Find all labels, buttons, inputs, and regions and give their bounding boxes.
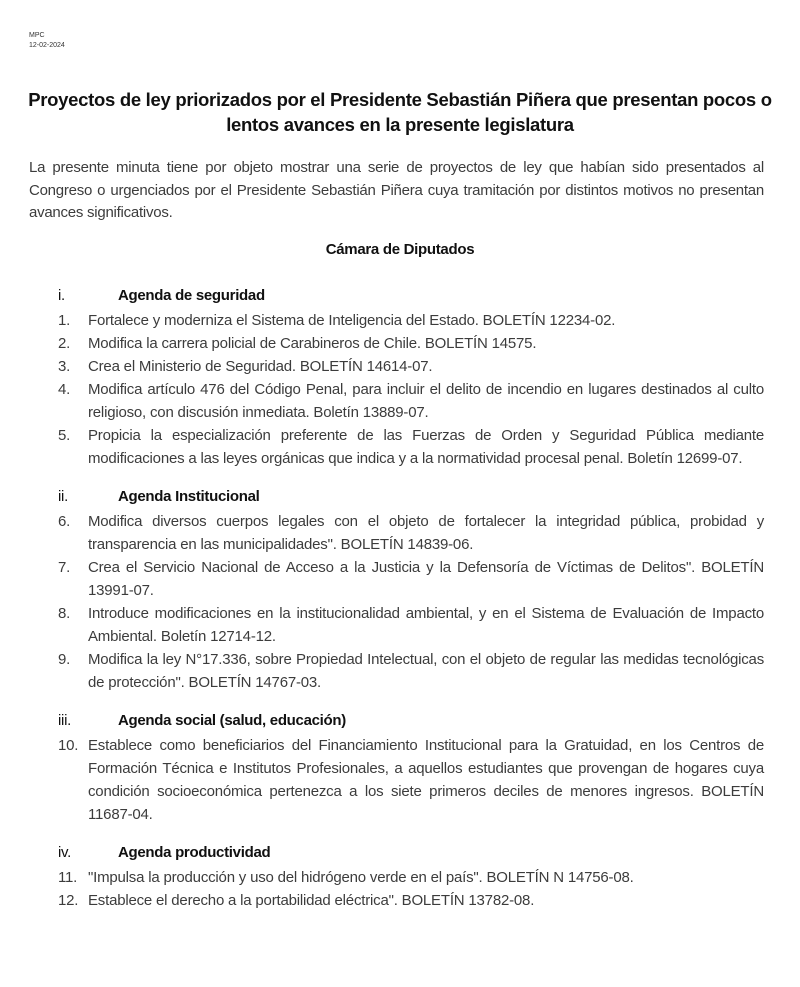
item-text: Modifica la carrera policial de Carabineros de Chile. BOLETÍN 14575. [88,335,537,352]
list-item [0,648,800,694]
section-heading [0,712,800,734]
section-numeral: ii. [58,488,68,505]
section-label: Agenda productividad [118,844,271,861]
list-item [0,332,800,355]
list-item [0,734,800,826]
item-number: 1. [58,312,71,329]
section-label: Agenda social (salud, educación) [118,712,346,729]
section-social [0,712,800,826]
section-heading [0,287,800,309]
section-institucional [0,488,800,694]
list-item [0,510,800,556]
chamber-heading: Cámara de Diputados [325,241,475,258]
section-label: Agenda Institucional [118,488,260,505]
item-text: Modifica artículo 476 del Código Penal, para incluir el delito de incendio en lugares destinados al culto religioso, con discusión inmediata. Boletín 13889-07. [88,381,764,421]
item-number: 11. [58,869,78,886]
section-heading [0,844,800,866]
item-text: "Impulsa la producción y uso del hidrógeno verde en el país". BOLETÍN N 14756-08. [88,869,634,886]
section-numeral: iv. [58,844,71,861]
item-number: 10. [58,737,79,754]
section-seguridad [0,287,800,470]
document-date: 12-02-2024 [29,42,65,49]
section-productividad [0,844,800,912]
list-item [0,866,800,889]
item-text: Crea el Ministerio de Seguridad. BOLETÍN 14614-07. [88,358,433,375]
list-item [0,424,800,470]
item-number: 8. [58,605,71,622]
list-item [0,378,800,424]
list-item [0,889,800,912]
item-text: Crea el Servicio Nacional de Acceso a la Justicia y la Defensoría de Víctimas de Delitos". BOLETÍN 13991-07. [88,559,764,599]
item-number: 7. [58,559,71,576]
item-number: 2. [58,335,71,352]
item-number: 4. [58,381,71,398]
item-number: 12. [58,892,79,909]
item-number: 5. [58,427,71,444]
document-title: Proyectos de ley priorizados por el Presidente Sebastián Piñera que presentan pocos o lentos avances en la presente legislatura [28,89,772,135]
item-text: Fortalece y moderniza el Sistema de Inteligencia del Estado. BOLETÍN 12234-02. [88,312,616,329]
item-number: 9. [58,651,71,668]
item-text: Establece como beneficiarios del Financiamiento Institucional para la Gratuidad, en los Centros de Formación Técnica e Institutos Profesionales, a aquellos estudiantes que provengan de hogares cuya condición socioeconómica pertenezca a los siete primeros deciles de menores ingresos. BOLETÍN 11687-04. [88,737,764,823]
item-text: Modifica la ley N°17.336, sobre Propiedad Intelectual, con el objeto de regular las medidas tecnológicas de protección". BOLETÍN 14767-03. [88,651,764,691]
item-text: Introduce modificaciones en la institucionalidad ambiental, y en el Sistema de Evaluación de Impacto Ambiental. Boletín 12714-12. [88,605,764,645]
list-item [0,355,800,378]
list-item [0,556,800,602]
item-number: 6. [58,513,71,530]
item-text: Establece el derecho a la portabilidad eléctrica". BOLETÍN 13782-08. [88,892,535,909]
document-meta [29,31,65,51]
sections-container [0,287,800,912]
list-item [0,309,800,332]
item-text: Modifica diversos cuerpos legales con el objeto de fortalecer la integridad pública, probidad y transparencia en las municipalidades". BOLETÍN 14839-06. [88,513,764,553]
item-number: 3. [58,358,71,375]
intro-paragraph: La presente minuta tiene por objeto mostrar una serie de proyectos de ley que habían sido presentados al Congreso o urgenciados por el Presidente Sebastián Piñera cuya tramitación por distintos motivos no presentan avances significativos. [29,159,764,221]
item-text: Propicia la especialización preferente de las Fuerzas de Orden y Seguridad Pública mediante modificaciones a las leyes orgánicas que indica y a la normatividad procesal penal. Boletín 12699-07. [88,427,764,467]
section-numeral: iii. [58,712,71,729]
section-heading [0,488,800,510]
list-item [0,602,800,648]
section-numeral: i. [58,287,65,304]
author-initials: MPC [29,32,45,39]
section-label: Agenda de seguridad [118,287,265,304]
